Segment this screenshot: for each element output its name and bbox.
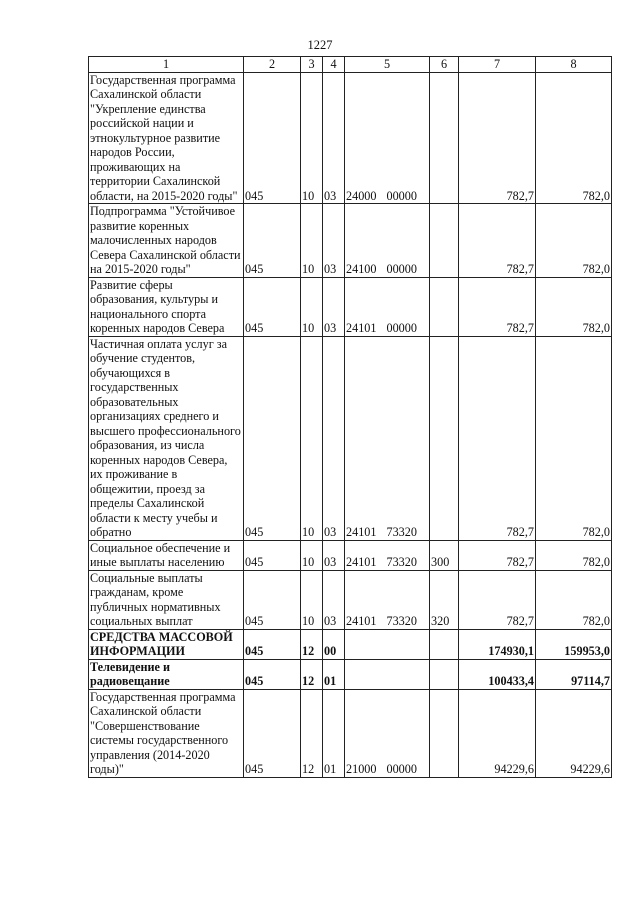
row-amount-year-1: 782,7 [459, 570, 536, 629]
row-target-article [345, 72, 430, 204]
page-number: 1227 [307, 38, 333, 52]
row-amount-year-1: 782,7 [459, 540, 536, 570]
row-target-article [345, 204, 430, 278]
row-subsection-code: 01 [323, 659, 345, 689]
target-article-part-b: 00000 [386, 762, 417, 776]
row-grbs-code: 045 [244, 277, 301, 336]
row-amount-year-1: 782,7 [459, 277, 536, 336]
row-name: Социальное обеспечение и иные выплаты населению [89, 540, 244, 570]
col-header-5: 5 [345, 57, 430, 73]
row-subsection-code: 03 [323, 336, 345, 540]
row-grbs-code: 045 [244, 72, 301, 204]
table-row [89, 204, 612, 278]
row-expense-type [430, 659, 459, 689]
row-target-article [345, 336, 430, 540]
row-amount-year-2: 782,0 [536, 277, 612, 336]
row-grbs-code: 045 [244, 540, 301, 570]
row-section-code: 12 [301, 659, 323, 689]
target-article-part-a: 24101 [346, 555, 377, 569]
row-expense-type: 320 [430, 570, 459, 629]
row-expense-type [430, 689, 459, 777]
target-article-part-b: 00000 [386, 262, 417, 276]
row-section-code: 12 [301, 689, 323, 777]
col-header-4: 4 [323, 57, 345, 73]
row-amount-year-2: 782,0 [536, 570, 612, 629]
target-article-part-b: 73320 [386, 614, 417, 628]
row-name: Государственная программа Сахалинской области "Совершенствование системы государственного управления (2014-2020 годы)" [89, 689, 244, 777]
row-name: Государственная программа Сахалинской области "Укрепление единства российской нации и этнокультурное развитие народов России, проживающих на территории Сахалинской области, на 2015-2020 годы" [89, 72, 244, 204]
row-section-code: 10 [301, 540, 323, 570]
target-article-part-a: 24101 [346, 525, 377, 539]
col-header-6: 6 [430, 57, 459, 73]
row-amount-year-2: 782,0 [536, 72, 612, 204]
row-amount-year-2: 782,0 [536, 540, 612, 570]
row-target-article [345, 659, 430, 689]
row-grbs-code: 045 [244, 689, 301, 777]
row-grbs-code: 045 [244, 570, 301, 629]
row-name: Подпрограмма "Устойчивое развитие коренных малочисленных народов Севера Сахалинской области на 2015-2020 годы" [89, 204, 244, 278]
table-row [89, 659, 612, 689]
target-article-part-b: 73320 [386, 555, 417, 569]
row-amount-year-1: 782,7 [459, 72, 536, 204]
row-expense-type [430, 277, 459, 336]
row-name: Развитие сферы образования, культуры и национального спорта коренных народов Севера [89, 277, 244, 336]
row-subsection-code: 03 [323, 570, 345, 629]
table-row [89, 629, 612, 659]
col-header-2: 2 [244, 57, 301, 73]
row-section-code: 10 [301, 336, 323, 540]
row-section-code: 10 [301, 570, 323, 629]
row-section-code: 12 [301, 629, 323, 659]
row-amount-year-2: 97114,7 [536, 659, 612, 689]
row-amount-year-1: 782,7 [459, 204, 536, 278]
row-subsection-code: 01 [323, 689, 345, 777]
target-article-part-a: 24101 [346, 614, 377, 628]
row-subsection-code: 03 [323, 72, 345, 204]
col-header-7: 7 [459, 57, 536, 73]
row-expense-type [430, 629, 459, 659]
row-name: Телевидение и радиовещание [89, 659, 244, 689]
row-expense-type: 300 [430, 540, 459, 570]
row-amount-year-1: 94229,6 [459, 689, 536, 777]
row-target-article [345, 540, 430, 570]
target-article-part-a: 24101 [346, 321, 377, 335]
row-expense-type [430, 72, 459, 204]
row-amount-year-1: 782,7 [459, 336, 536, 540]
row-amount-year-2: 782,0 [536, 336, 612, 540]
row-expense-type [430, 336, 459, 540]
target-article-part-a: 24000 [346, 188, 377, 203]
row-target-article [345, 689, 430, 777]
row-name: Частичная оплата услуг за обучение студентов, обучающихся в государственных образовательных организациях среднего и высшего профессионального образования, из числа коренных народов Севера, их проживание в общежитии, проезд за пределы Сахалинской области к месту учебы и обратно [89, 336, 244, 540]
row-target-article [345, 277, 430, 336]
row-grbs-code: 045 [244, 629, 301, 659]
row-subsection-code: 03 [323, 204, 345, 278]
table-row [89, 689, 612, 777]
row-section-code: 10 [301, 72, 323, 204]
row-amount-year-2: 94229,6 [536, 689, 612, 777]
row-name: Социальные выплаты гражданам, кроме публичных нормативных социальных выплат [89, 570, 244, 629]
table-row [89, 336, 612, 540]
row-target-article [345, 629, 430, 659]
col-header-3: 3 [301, 57, 323, 73]
table-row [89, 72, 612, 204]
target-article-part-b: 73320 [386, 525, 417, 539]
table-row [89, 570, 612, 629]
target-article-part-b: 00000 [386, 188, 417, 203]
target-article-part-a: 21000 [346, 762, 377, 776]
budget-table [88, 56, 612, 778]
row-section-code: 10 [301, 277, 323, 336]
row-name: СРЕДСТВА МАССОВОЙ ИНФОРМАЦИИ [89, 629, 244, 659]
table-row [89, 277, 612, 336]
col-header-8: 8 [536, 57, 612, 73]
row-grbs-code: 045 [244, 336, 301, 540]
row-grbs-code: 045 [244, 204, 301, 278]
row-expense-type [430, 204, 459, 278]
row-amount-year-2: 782,0 [536, 204, 612, 278]
row-amount-year-1: 174930,1 [459, 629, 536, 659]
row-grbs-code: 045 [244, 659, 301, 689]
target-article-part-b: 00000 [386, 321, 417, 335]
row-target-article [345, 570, 430, 629]
row-subsection-code: 03 [323, 277, 345, 336]
col-header-1: 1 [89, 57, 244, 73]
row-amount-year-2: 159953,0 [536, 629, 612, 659]
table-row [89, 540, 612, 570]
row-subsection-code: 00 [323, 629, 345, 659]
row-section-code: 10 [301, 204, 323, 278]
row-subsection-code: 03 [323, 540, 345, 570]
row-amount-year-1: 100433,4 [459, 659, 536, 689]
column-number-row [89, 57, 612, 73]
target-article-part-a: 24100 [346, 262, 377, 276]
